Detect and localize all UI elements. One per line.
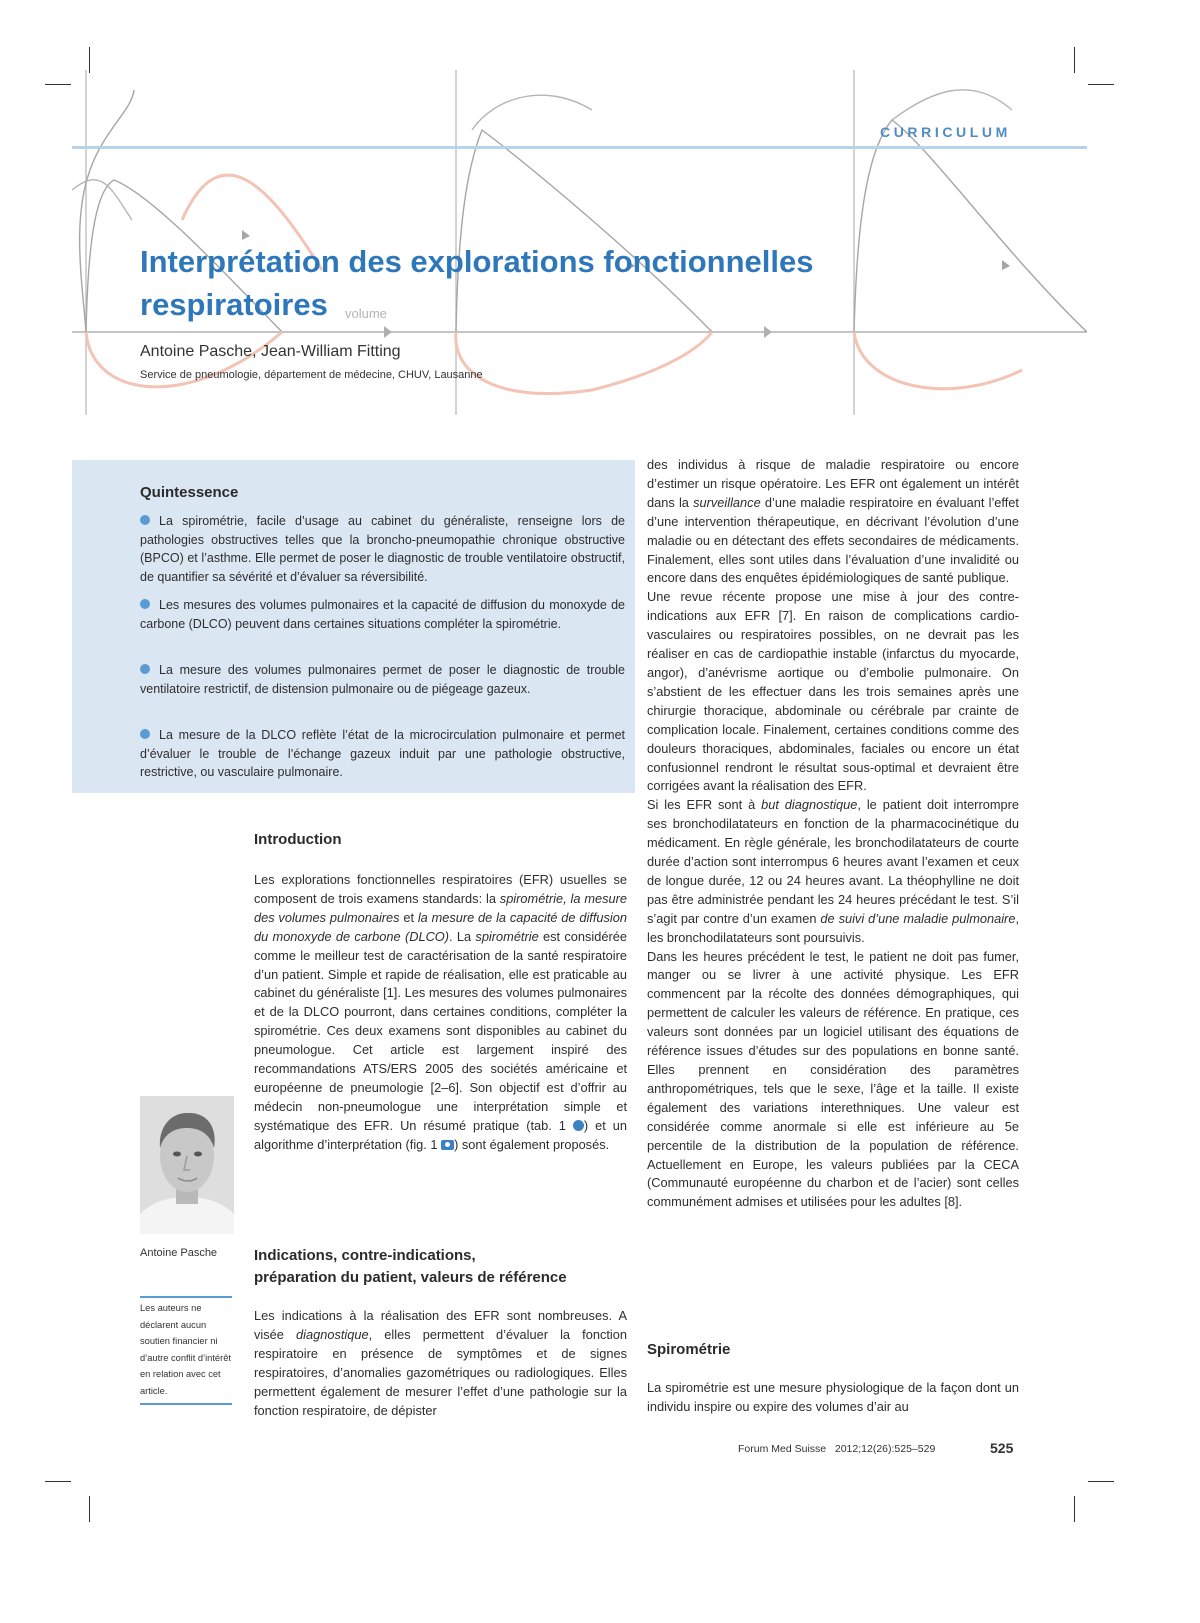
quintessence-item [140,596,625,633]
header-rule [72,146,1087,149]
body-paragraph: Une revue récente propose une mise à jour des contre-indications aux EFR [7]. En raison de complications cardio-vasculaires ou respiratoires possibles, on ne devrait pas les réaliser en cas de cardiopathie instable (infarctus du myocarde, angor), d’anévrisme aortique ou d’embolie pulmonaire. On s’abstient de les effectuer dans les trois semaines après une chirurgie thoracique, abdominale ou cérébrale par crainte de complication locale. Finalement, certaines conditions comme des douleurs thoraciques, abdominales, faciales ou encore un état confusionnel rendront le résultat sous-optimal et devraient être corrigées avant la réalisation des EFR. [647,589,1019,794]
quintessence-item-text: La mesure de la DLCO reflète l’état de la microcirculation pulmonaire et permet d’évaluer le trouble de l’échange gazeux induit par une pathologie obstructive, restrictive, ou vasculaire pulmonaire. [140,728,625,780]
author-portrait [140,1096,234,1234]
conflict-of-interest-note: Les auteurs ne déclarent aucun soutien financier ni d’autre conflit d’intérêt en relation avec cet article. [140,1296,232,1405]
page-number: 525 [990,1440,1014,1456]
indications-paragraph: Les indications à la réalisation des EFR sont nombreuses. A visée diagnostique, elles permettent d’évaluer la fonction respiratoire en présence de symptômes et de signes respiratoires, d’anomalies gazométriques ou radiologiques. Elles permettent également de mesurer l’effet d’une pathologie sur la fonction respiratoire, de dépister [254,1308,627,1418]
body-paragraph: des individus à risque de maladie respiratoire ou encore d’estimer un risque opératoire. Les EFR ont également un intérêt dans la surveillance d’une maladie respiratoire en évaluant l’effet d’une intervention thérapeutique, en décrivant l’évolution d’une maladie ou en détectant des effets secondaires de médicaments. Finalement, elles sont utiles dans l’évaluation d’une invalidité ou encore dans des enquêtes épidémiologiques de santé publique. [647,457,1019,586]
quintessence-item [140,661,625,698]
bullet-icon [140,664,150,674]
crop-mark [89,1496,90,1522]
section-label: CURRICULUM [880,124,1011,140]
quintessence-item-text: La mesure des volumes pulmonaires permet de poser le diagnostic de trouble ventilatoire restrictif, de distension pulmonaire ou de piégeage gazeux. [140,663,625,696]
indications-heading: Indications, contre-indications, préparation du patient, valeurs de référence [254,1247,567,1286]
crop-mark [45,1481,71,1482]
bullet-icon [140,599,150,609]
spirometry-heading: Spirométrie [647,1341,731,1358]
crop-mark [1088,1481,1114,1482]
crop-mark [1088,84,1114,85]
spirometry-paragraph: La spirométrie est une mesure physiologique de la façon dont un individu inspire ou expire des volumes d’air au [647,1380,1019,1414]
article-title [140,240,900,326]
middle-column [254,829,627,1155]
introduction-paragraph: Les explorations fonctionnelles respiratoires (EFR) usuelles se composent de trois examens standards: la spirométrie, la mesure des volumes pulmonaires et la mesure de la capacité de diffusion du monoxyde de carbone (DLCO). La spirométrie est considérée comme le meilleur test de caractérisation de la santé respiratoire d’un patient. Simple et rapide de réalisation, elle est praticable au cabinet du généraliste [1]. Les mesures des volumes pulmonaires et de la DLCO pourront, dans certaines conditions, compléter la spirométrie. Ces deux examens sont disponibles au cabinet du pneumologue. Cet article est largement inspiré des recommandations ATS/ERS 2005 des sociétés américaine et européenne de pneumologie [2–6]. Son objectif est d’offrir au médecin non-pneumologue une interprétation simple et systématique des EFR. Un résumé pratique (tab. 1 ) et un algorithme d’interprétation (fig. 1 ) sont également proposés. [254,872,628,1152]
authors: Antoine Pasche, Jean-William Fitting [140,343,401,360]
camera-icon[interactable] [441,1140,454,1150]
introduction-heading: Introduction [254,831,342,848]
body-paragraph: Dans les heures précédent le test, le patient ne doit pas fumer, manger ou se livrer à une activité physique. Les EFR commencent par la récolte des données démographiques, qui permettent de calculer les valeurs de référence. En pratique, ces valeurs sont données par un logiciel utilisant des équations de référence issues d’études sur des populations en bonne santé. Elles prennent en considération des paramètres anthropométriques, tels que le sexe, l’âge et la taille. Il existe également des variations interethniques. Une valeur est considérée comme anormale si elle est inférieure au 5e percentile de la distribution de la population de référence. Actuellement en Europe, les valeurs publiées par la CECA (Communauté européenne du charbon et de l’acier) sont celles communément admises et utilisées pour les adultes [8]. [647,948,1019,1210]
quintessence-item [140,512,625,586]
background-axis-label: volume [345,306,387,321]
spirometry-section [647,1339,1019,1417]
quintessence-item [140,726,625,782]
bullet-icon [140,515,150,525]
table-link-icon[interactable] [573,1120,584,1131]
title-line-1: Interprétation des explorations fonctionnelles [140,244,814,279]
body-paragraph: Si les EFR sont à but diagnostique, le patient doit interrompre ses bronchodilatateurs en fonction de la pharmacocinétique du médicament. En règle générale, les bronchodilatateurs de courte durée d’action sont interrompus 6 heures avant l’examen et ceux de longue durée, 12 ou 24 heures avant. La théophylline ne doit pas être administrée pendant les 24 heures précédant le test. S’il s’agit par contre d’un examen de suivi d’une maladie pulmonaire, les bronchodilatateurs sont poursuivis. [647,797,1019,945]
crop-mark [1074,1496,1075,1522]
bullet-icon [140,729,150,739]
affiliation: Service de pneumologie, département de médecine, CHUV, Lausanne [140,369,483,381]
quintessence-heading: Quintessence [140,484,239,501]
quintessence-item-text: La spirométrie, facile d’usage au cabinet du généraliste, renseigne lors de pathologies obstructives telles que la broncho-pneumopathie chronique obstructive (BPCO) et l’asthme. Elle permet de poser le diagnostic de trouble ventilatoire obstructif, de quantifier sa sévérité et d’évaluer sa réversibilité. [140,514,625,584]
indications-section [254,1245,627,1420]
photo-caption: Antoine Pasche [140,1247,218,1259]
quintessence-item-text: Les mesures des volumes pulmonaires et la capacité de diffusion du monoxyde de carbone (DLCO) peuvent dans certaines situations compléter la spirométrie. [140,598,625,631]
title-line-2: respiratoires [140,287,328,322]
crop-mark [45,84,71,85]
right-column [647,456,1019,1212]
journal-citation: Forum Med Suisse 2012;12(26):525–529 [738,1443,936,1455]
